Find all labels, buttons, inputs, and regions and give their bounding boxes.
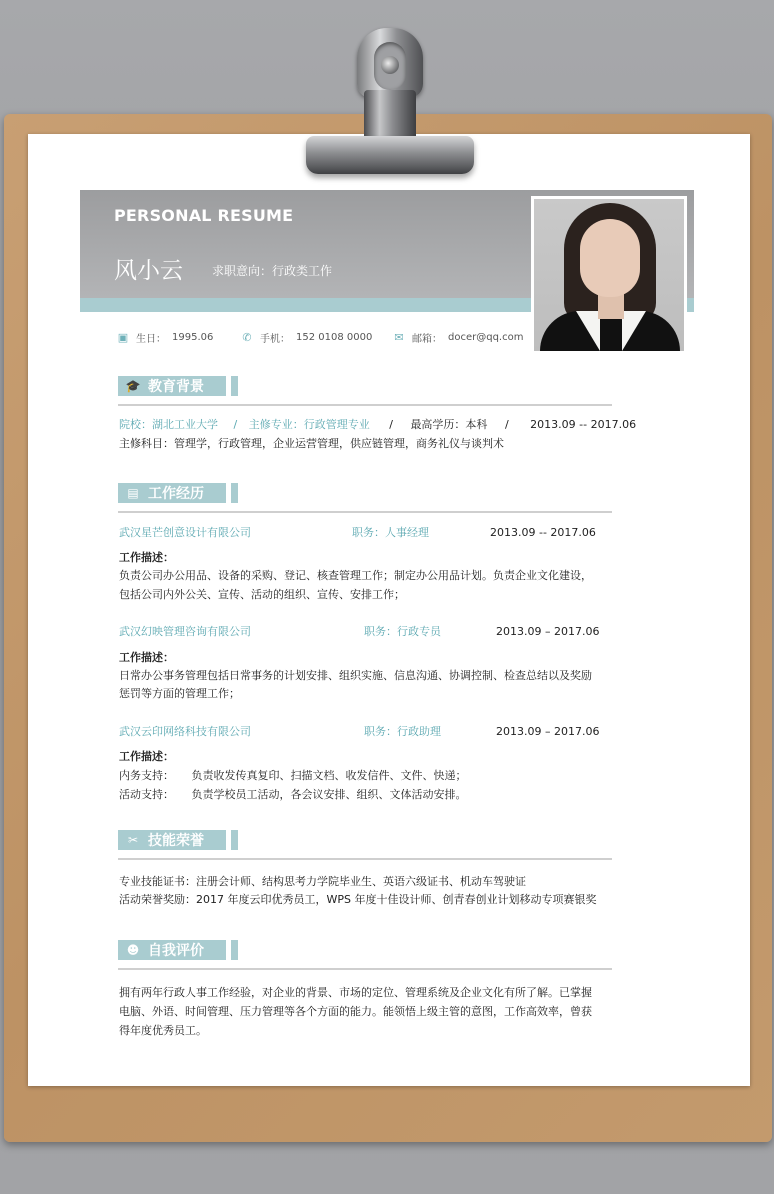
- education-period: 2013.09 -- 2017.06: [530, 418, 637, 431]
- mail-icon: ✉: [394, 331, 404, 344]
- phone-value: 152 0108 0000: [296, 332, 373, 343]
- clip-neck: [364, 90, 416, 140]
- job-period: 2013.09 – 2017.06: [496, 725, 600, 738]
- job-desc-label: 工作描述：: [119, 750, 174, 763]
- graduation-cap-icon: 🎓: [125, 379, 141, 393]
- education-courses: 主修科目：管理学，行政管理，企业运营管理，供应链管理，商务礼仪与谈判术: [119, 437, 504, 450]
- self-eval-line: 拥有两年行政人事工作经验，对企业的背景、市场的定位、管理系统及企业文化有所了解。已掌握: [119, 986, 592, 999]
- section-divider: [118, 968, 612, 970]
- section-work-heading: [118, 483, 240, 503]
- section-divider: [118, 511, 612, 513]
- section-title: 自我评价: [148, 943, 204, 959]
- job-period: 2013.09 – 2017.06: [496, 625, 600, 638]
- job-company: 武汉星芒创意设计有限公司: [119, 526, 251, 539]
- resume-title: PERSONAL RESUME: [114, 206, 294, 225]
- separator: /: [389, 418, 393, 431]
- job-desc-line: 负责公司办公用品、设备的采购、登记、核查管理工作；制定办公用品计划。负责企业文化建设，: [119, 569, 592, 582]
- job-period: 2013.09 -- 2017.06: [490, 526, 596, 539]
- section-skills-heading: [118, 830, 240, 850]
- job-desc-line: 包括公司内外公关、宣传、活动的组织、宣传、安排工作；: [119, 588, 405, 601]
- tools-icon: ✂: [127, 833, 139, 847]
- self-eval-line: 得年度优秀员工。: [119, 1024, 207, 1037]
- briefcase-icon: ▤: [127, 486, 139, 500]
- person-name: 风小云: [114, 258, 183, 284]
- job-desc-label: 工作描述：: [119, 551, 174, 564]
- section-divider: [118, 858, 612, 860]
- major: 主修专业：行政管理专业: [248, 418, 370, 431]
- self-eval-line: 电脑、外语、时间管理、压力管理等各个方面的能力。能领悟上级主管的意图，工作高效率，曾获: [119, 1005, 592, 1018]
- job-role: 职务：行政专员: [364, 625, 441, 638]
- education-summary: [119, 415, 636, 434]
- email-value[interactable]: docer@qq.com: [448, 332, 524, 343]
- section-divider: [118, 404, 612, 406]
- job-desc-line: 内务支持： 负责收发传真复印、扫描文档、收发信件、文件、快递；: [119, 769, 467, 782]
- contact-phone: [240, 330, 372, 345]
- contact-birthday: [116, 330, 213, 345]
- binder-clip: [306, 136, 474, 174]
- birthday-label: 生日：: [136, 334, 166, 345]
- skills-honors: 活动荣誉奖励：2017 年度云印优秀员工，WPS 年度十佳设计师、创青春创业计划移动专项赛银奖: [119, 893, 597, 906]
- job-desc-line: 活动支持： 负责学校员工活动，各会议安排、组织、文体活动安排。: [119, 788, 467, 801]
- job-role: 职务：行政助理: [364, 725, 441, 738]
- section-title: 工作经历: [148, 486, 204, 502]
- job-desc-label: 工作描述：: [119, 651, 174, 664]
- job-desc-line: 日常办公事务管理包括日常事务的计划安排、组织实施、信息沟通、协调控制、检查总结以及奖励: [119, 669, 592, 682]
- school: 院校：湖北工业大学: [119, 418, 218, 431]
- job-role: 职务：人事经理: [352, 526, 429, 539]
- profile-photo: [531, 196, 687, 354]
- section-title: 技能荣誉: [148, 833, 204, 849]
- calendar-icon: ▣: [117, 331, 129, 344]
- separator: /: [233, 418, 238, 431]
- section-self-heading: [118, 940, 240, 960]
- degree: 最高学历：本科: [410, 418, 488, 431]
- job-desc-line: 惩罚等方面的管理工作；: [119, 687, 240, 700]
- job-company: 武汉云印网络科技有限公司: [119, 725, 251, 738]
- phone-icon: ✆: [242, 331, 252, 344]
- contact-email: [392, 330, 523, 345]
- skills-certificates: 专业技能证书：注册会计师、结构思考力学院毕业生、英语六级证书、机动车驾驶证: [119, 875, 526, 888]
- job-company: 武汉幻映管理咨询有限公司: [119, 625, 251, 638]
- section-title: 教育背景: [148, 379, 204, 395]
- birthday-value: 1995.06: [172, 332, 214, 343]
- job-intent: 求职意向：行政类工作: [212, 264, 333, 278]
- person-icon: ☻: [126, 943, 140, 957]
- email-label: 邮箱：: [412, 334, 442, 345]
- clip-rivet: [381, 56, 399, 74]
- section-education-heading: [118, 376, 240, 396]
- separator: /: [504, 418, 509, 431]
- phone-label: 手机：: [260, 334, 290, 345]
